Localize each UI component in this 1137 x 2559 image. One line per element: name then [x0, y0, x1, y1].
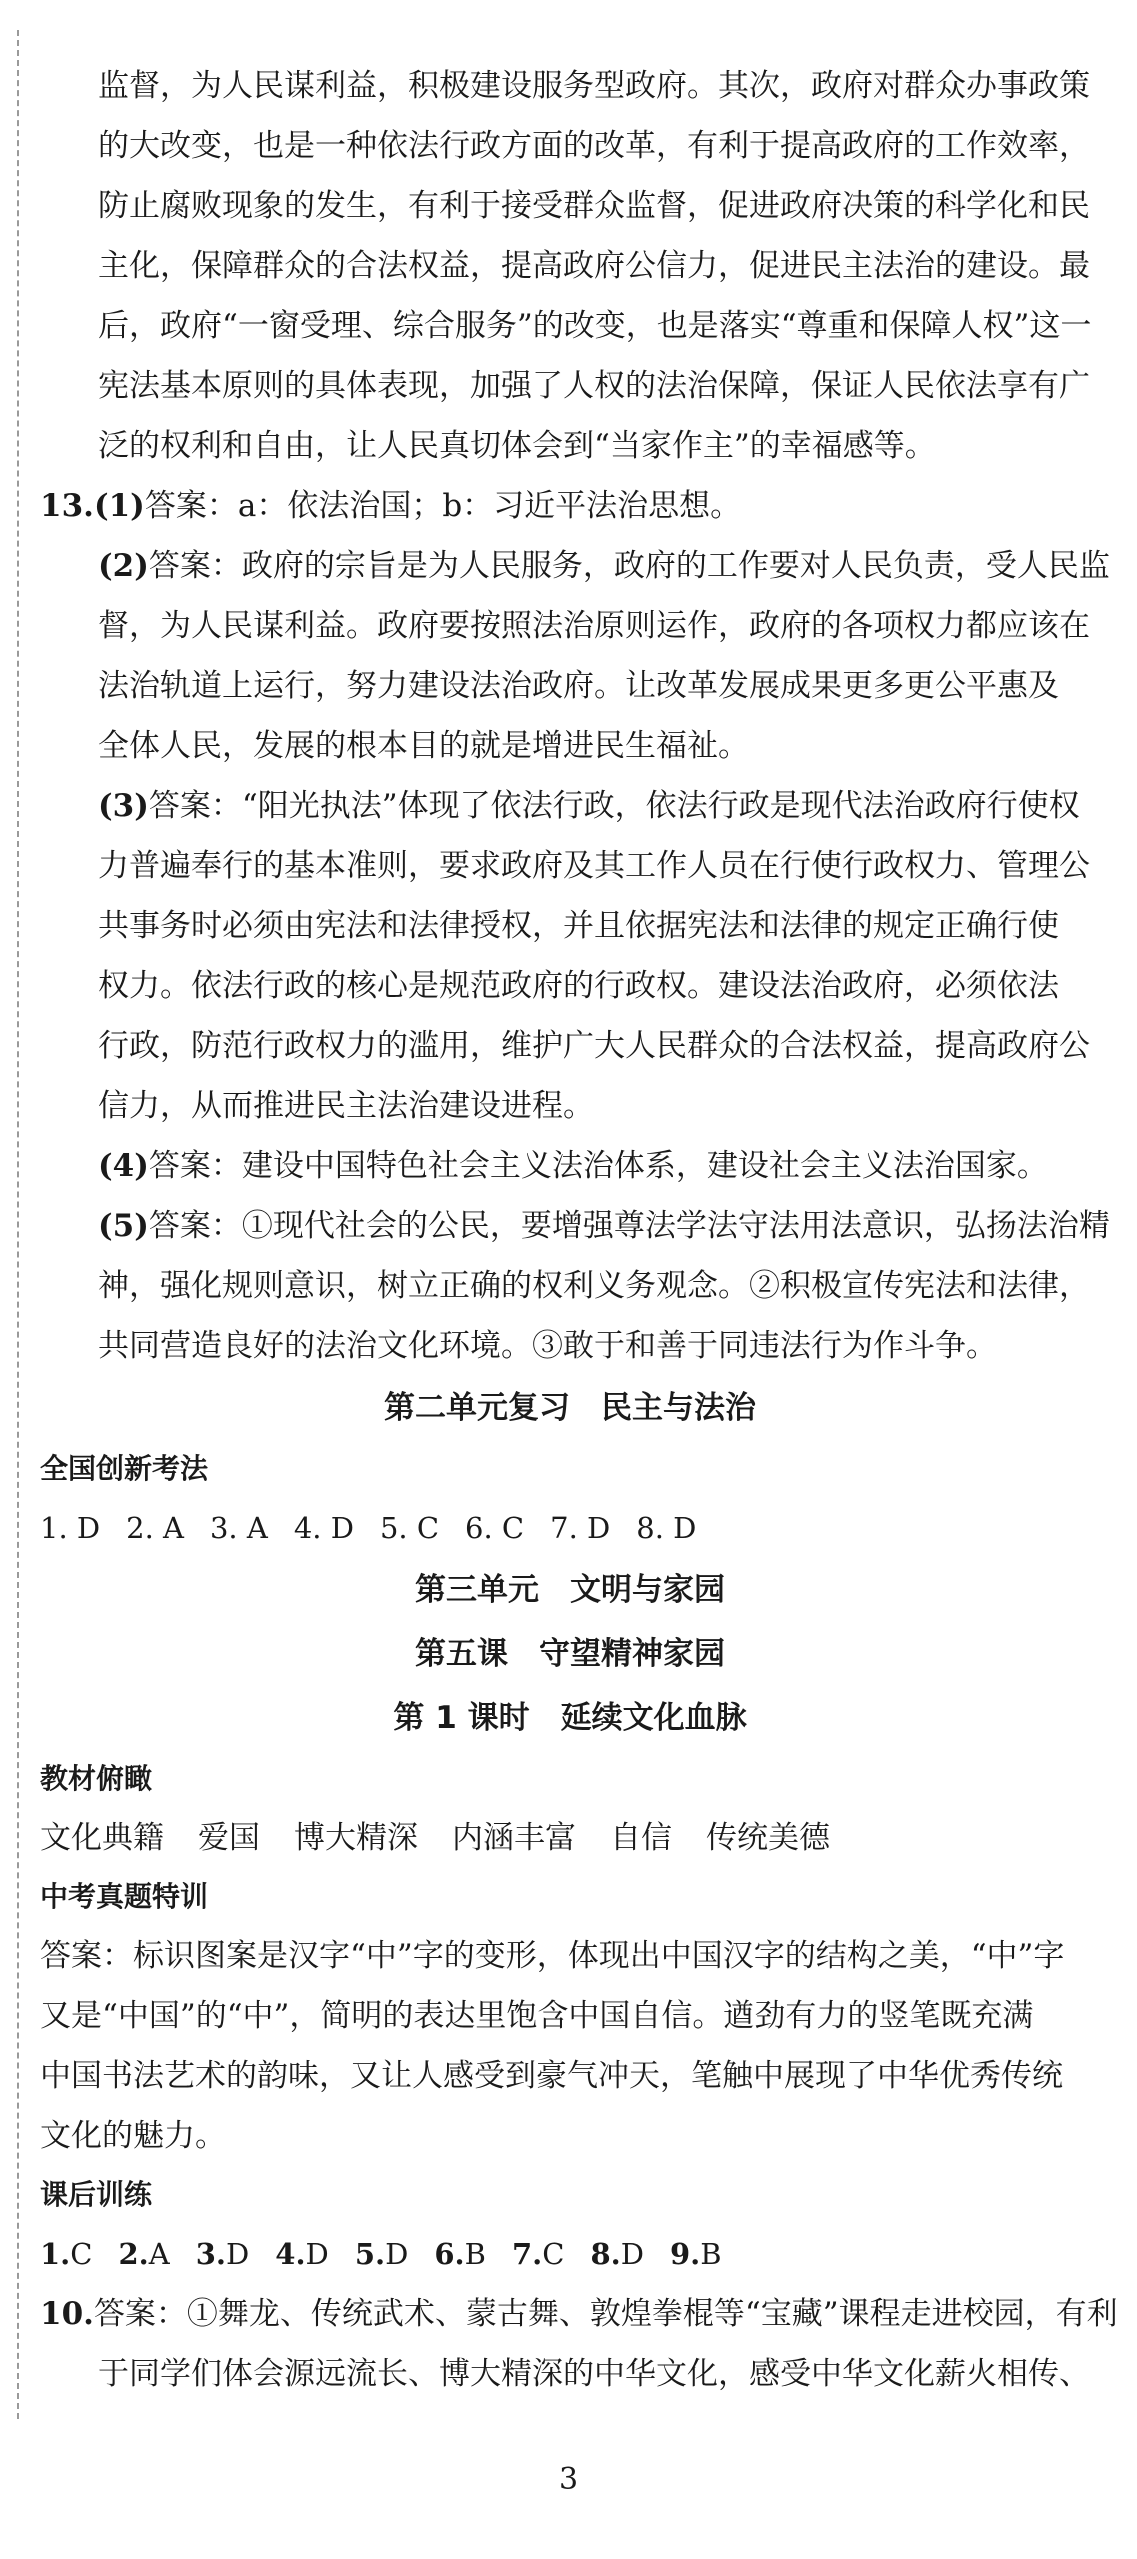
text-line: 宪法基本原则的具体表现，加强了人权的法治保障，保证人民依法享有广: [98, 368, 1090, 404]
answer-item: 3.D: [195, 2237, 250, 2271]
text-line: 防止腐败现象的发生，有利于接受群众监督，促进政府决策的科学化和民: [98, 188, 1090, 224]
q13-part4: [40, 1136, 1100, 1196]
question-number: 13.: [40, 488, 94, 524]
term: 爱国: [198, 1820, 260, 1856]
q13-part3: [40, 776, 1100, 836]
answer-page: [40, 56, 1118, 2404]
text-line: 监督，为人民谋利益，积极建设服务型政府。其次，政府对群众办事政策: [98, 68, 1090, 104]
section-heading: 全国创新考法: [40, 1452, 209, 1485]
section-heading: 课后训练: [40, 2178, 153, 2211]
answer-item: 4. D: [293, 1511, 354, 1545]
unit3-title: 第三单元 文明与家园: [415, 1572, 725, 1608]
section-heading: 中考真题特训: [40, 1880, 209, 1913]
term: 博大精深: [294, 1820, 418, 1856]
part-label: (1): [93, 488, 145, 524]
question-number: 10.: [40, 2296, 94, 2332]
text-line: 全体人民，发展的根本目的就是增进民生福祉。: [98, 728, 749, 764]
text-line: 信力，从而推进民主法治建设进程。: [98, 1088, 594, 1124]
text-line: 权力。依法行政的核心是规范政府的行政权。建设法治政府，必须依法: [98, 968, 1059, 1004]
text-line: 泛的权利和自由，让人民真切体会到“当家作主”的幸福感等。: [98, 428, 936, 464]
answer-item: 9.B: [669, 2237, 722, 2271]
text-line: 文化的魅力。: [40, 2118, 226, 2154]
answer-item: 8.D: [590, 2237, 644, 2271]
text-line: 督，为人民谋利益。政府要按照法治原则运作，政府的各项权力都应该在: [98, 608, 1090, 644]
text-line: 神，强化规则意识，树立正确的权利义务观念。②积极宣传宪法和法律，: [98, 1268, 1090, 1304]
text-line: 中国书法艺术的韵味，又让人感受到豪气冲天，笔触中展现了中华优秀传统: [40, 2058, 1063, 2094]
answer-item: 1.C: [40, 2237, 93, 2271]
text-line: 力普遍奉行的基本准则，要求政府及其工作人员在行使行政权力、管理公: [98, 848, 1090, 884]
practice-answer-row: [40, 2224, 1100, 2284]
term: 自信: [610, 1820, 672, 1856]
text-line: 答案：①舞龙、传统武术、蒙古舞、敦煌拳棍等“宝藏”课程走进校园，有利: [93, 2296, 1118, 2332]
answer-item: 8. D: [636, 1511, 697, 1545]
term: 传统美德: [706, 1820, 830, 1856]
text-line: 于同学们体会源远流长、博大精深的中华文化，感受中华文化薪火相传、: [98, 2356, 1090, 2392]
q10-line: [40, 2284, 1118, 2344]
text-line: 法治轨道上运行，努力建设法治政府。让改革发展成果更多更公平惠及: [98, 668, 1059, 704]
text-line: 主化，保障群众的合法权益，提高政府公信力，促进民主法治的建设。最: [98, 248, 1090, 284]
unit2-title: 第二单元复习 民主与法治: [384, 1390, 756, 1426]
text-line: 答案：a：依法治国；b：习近平法治思想。: [144, 488, 742, 524]
answer-item: 1. D: [40, 1511, 101, 1545]
part-label: (5): [98, 1208, 149, 1244]
part-label: (2): [98, 548, 149, 584]
text-line: 共同营造良好的法治文化环境。③敢于和善于同违法行为作斗争。: [98, 1328, 997, 1364]
term: 内涵丰富: [452, 1820, 576, 1856]
text-line: 后，政府“一窗受理、综合服务”的改变，也是落实“尊重和保障人权”这一: [98, 308, 1092, 344]
question-13: [40, 476, 1110, 1376]
text-line: 的大改变，也是一种依法行政方面的改革，有利于提高政府的工作效率，: [98, 128, 1090, 164]
answer-item: 5. C: [379, 1511, 440, 1545]
answer-item: 2. A: [126, 1511, 184, 1545]
part-label: (3): [98, 788, 149, 824]
text-line: 答案：政府的宗旨是为人民服务，政府的工作要对人民负责，受人民监: [148, 548, 1110, 584]
q13-part2: [40, 536, 1110, 596]
answer-item: 3. A: [209, 1511, 268, 1545]
text-line: 又是“中国”的“中”，简明的表达里饱含中国自信。遒劲有力的竖笔既充满: [40, 1998, 1034, 2034]
answer-item: 2.A: [118, 2237, 170, 2271]
q12-continued-paragraph: [40, 56, 1100, 476]
binding-dashed-line: [17, 30, 19, 2419]
answer-item: 7. D: [550, 1511, 611, 1545]
period-title: 第 1 课时 延续文化血脉: [393, 1700, 747, 1736]
term: 文化典籍: [40, 1820, 164, 1856]
lesson-title: 第五课 守望精神家园: [415, 1636, 725, 1672]
answer-item: 7.C: [511, 2237, 565, 2271]
text-line: 答案：建设中国特色社会主义法治体系，建设社会主义法治国家。: [148, 1148, 1048, 1184]
page-number: 3: [558, 2462, 579, 2497]
text-line: 行政，防范行政权力的滥用，维护广大人民群众的合法权益，提高政府公: [98, 1028, 1090, 1064]
answer-item: 4.D: [275, 2237, 329, 2271]
q13-part1: [40, 476, 1100, 536]
unit2-answer-row: [40, 1498, 1100, 1558]
textbook-terms: [40, 1808, 1100, 1868]
q13-part5: [40, 1196, 1110, 1256]
text-line: 答案：标识图案是汉字“中”字的变形，体现出中国汉字的结构之美，“中”字: [40, 1938, 1065, 1974]
text-line: 共事务时必须由宪法和法律授权，并且依据宪法和法律的规定正确行使: [98, 908, 1059, 944]
answer-item: 6. C: [465, 1511, 525, 1545]
text-line: 答案：①现代社会的公民，要增强尊法学法守法用法意识，弘扬法治精: [148, 1208, 1110, 1244]
text-line: 答案：“阳光执法”体现了依法行政，依法行政是现代法治政府行使权: [148, 788, 1080, 824]
part-label: (4): [98, 1148, 149, 1184]
answer-item: 6.B: [434, 2237, 486, 2271]
answer-item: 5.D: [354, 2237, 409, 2271]
section-heading: 教材俯瞰: [40, 1762, 153, 1795]
